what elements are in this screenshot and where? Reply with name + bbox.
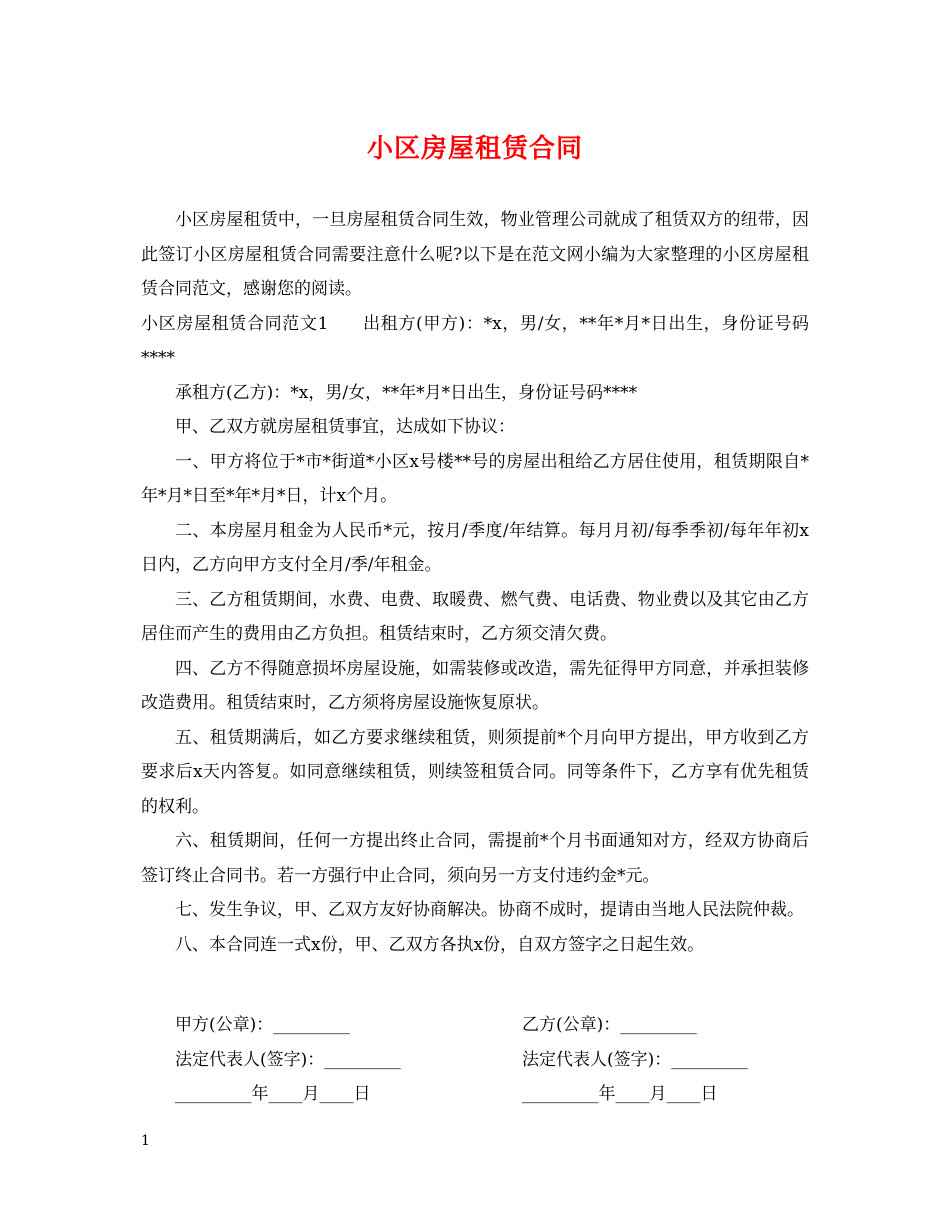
- signature-row-rep: [175, 1043, 815, 1078]
- party-a-seal-line: 甲方(公章)：_________: [175, 1015, 350, 1035]
- clause-2: 二、本房屋月租金为人民币*元，按月/季度/年结算。每月月初/每季季初/每年年初x日内，乙方向甲方支付全月/季/年租金。: [141, 520, 809, 575]
- party-b-seal-line: 乙方(公章)：_________: [522, 1015, 697, 1035]
- party-a-paragraph: [141, 307, 809, 376]
- signature-row-seal: [175, 1008, 815, 1043]
- party-a-text: 出租方(甲方)：*x，男/女，**年*月*日出生，身份证号码****: [141, 313, 809, 368]
- sample-label: 小区房屋租赁合同范文1: [141, 313, 329, 334]
- document-title: 小区房屋租赁合同: [366, 134, 583, 164]
- intro-paragraph: 小区房屋租赁中，一旦房屋租赁合同生效，物业管理公司就成了租赁双方的纽带，因此签订小区房屋租赁合同需要注意什么呢?以下是在范文网小编为大家整理的小区房屋租赁合同范文，感谢您的阅读。: [141, 210, 809, 299]
- party-a-date-line: _________年____月____日: [175, 1084, 371, 1104]
- signature-row-date: [175, 1077, 815, 1112]
- clause-7: 七、发生争议，甲、乙双方友好协商解决。协商不成时，提请由当地人民法院仲裁。: [175, 900, 804, 920]
- clause-6: 六、租赁期间，任何一方提出终止合同，需提前*个月书面通知对方，经双方协商后签订终止合同书。若一方强行中止合同，须向另一方支付违约金*元。: [141, 831, 809, 886]
- clause-4: 四、乙方不得随意损坏房屋设施，如需装修或改造，需先征得甲方同意，并承担装修改造费用。租赁结束时，乙方须将房屋设施恢复原状。: [141, 658, 809, 713]
- clause-1: 一、甲方将位于*市*街道*小区x号楼**号的房屋出租给乙方居住使用，租赁期限自*年*月*日至*年*月*日，计x个月。: [141, 451, 809, 506]
- clause-3: 三、乙方租赁期间，水费、电费、取暖费、燃气费、电话费、物业费以及其它由乙方居住而产生的费用由乙方负担。租赁结束时，乙方须交清欠费。: [141, 589, 809, 644]
- party-b-rep-line: 法定代表人(签字)：_________: [522, 1049, 748, 1070]
- page-number: 1: [141, 1133, 150, 1149]
- agreement-intro: 甲、乙双方就房屋租赁事宜，达成如下协议：: [175, 417, 515, 437]
- clause-5: 五、租赁期满后，如乙方要求继续租赁，则须提前*个月向甲方提出，甲方收到乙方要求后x天内答复。如同意继续租赁，则续签租赁合同。同等条件下，乙方享有优先租赁的权利。: [141, 727, 809, 817]
- party-b-paragraph: 承租方(乙方)：*x，男/女，**年*月*日出生，身份证号码****: [175, 382, 638, 403]
- signature-block: [175, 1008, 815, 1112]
- party-a-rep-line: 法定代表人(签字)：_________: [175, 1049, 401, 1070]
- party-b-date-line: _________年____月____日: [522, 1084, 718, 1104]
- document-body: [141, 203, 809, 962]
- clause-8: 八、本合同连一式x份，甲、乙双方各执x份，自双方签字之日起生效。: [175, 934, 705, 955]
